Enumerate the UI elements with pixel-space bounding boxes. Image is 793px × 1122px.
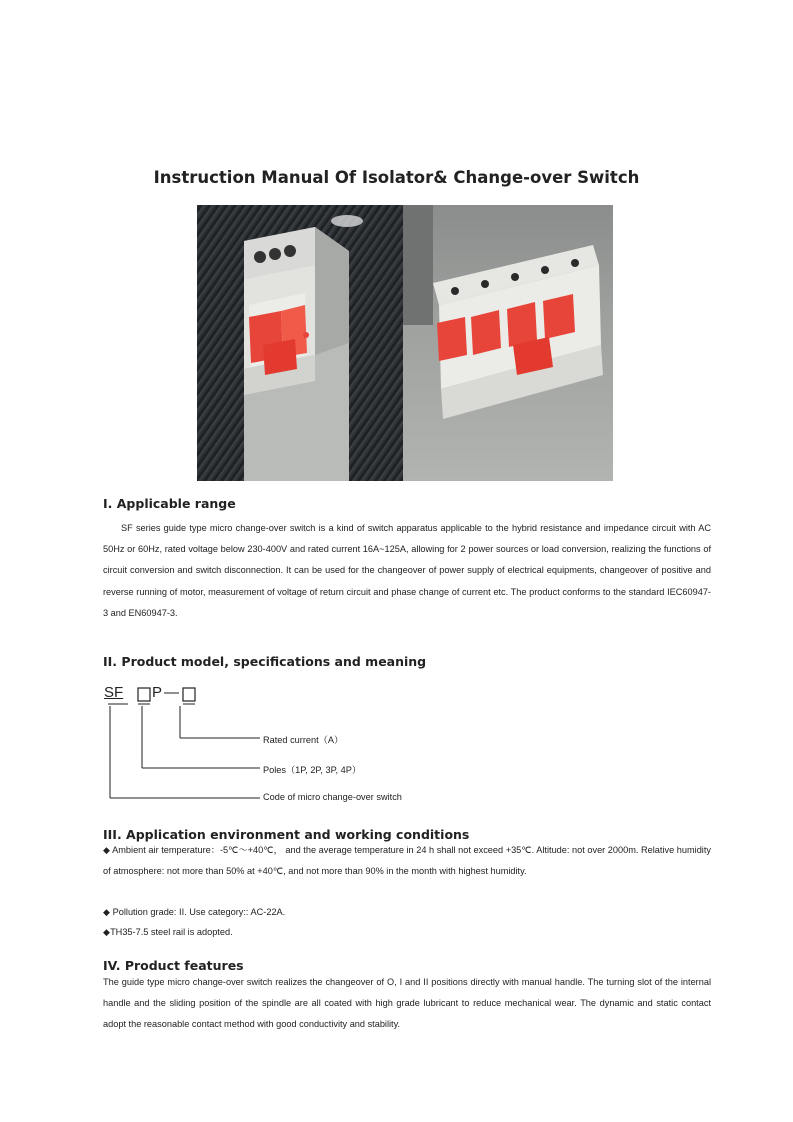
section-1-body <box>103 518 711 624</box>
section-4-body: The guide type micro change-over switch realizes the changeover of O, I and II positions directly with manual handle. The turning slot of the internal handle and the sliding position of the spindle are all coated with high grade lubricant to reduce mechanical wear. The dynamic and static contact adopt the reasonable contact method with good conductivity and stability. <box>103 977 711 1030</box>
product-photos <box>197 205 613 481</box>
code-dash: — <box>164 684 179 701</box>
photo-4p-switch <box>403 205 613 481</box>
section-1-heading: I. Applicable range <box>103 496 236 511</box>
section-2-heading: II. Product model, specifications and meaning <box>103 654 427 669</box>
switch-4p-image <box>403 205 613 481</box>
code-prefix: SF <box>104 684 124 701</box>
switch-2p-image <box>197 205 403 481</box>
code-p: P <box>152 684 163 701</box>
condition-item-pollution: ◆ Pollution grade: II. Use category:: AC-22A. <box>103 907 286 917</box>
photo-2p-switch <box>197 205 403 481</box>
section-4-heading: IV. Product features <box>103 958 244 973</box>
section-1-text: SF series guide type micro change-over switch is a kind of switch apparatus applicable to the hybrid resistance and impedance circuit with AC 50Hz or 60Hz, rated voltage below 230-400V and rated current 16A~125A, allowing for 2 power sources or load conversion, realizing the functions of circuit conversion and switch disconnection. It can be used for the changeover of power supply of electrical equipments, changeover of positive and reverse running of motor, measurement of voltage of return circuit and phase change of current etc. The product conforms to the standard IEC60947-3 and EN60947-3. <box>103 523 711 618</box>
label-code: Code of micro change-over switch <box>263 792 402 802</box>
model-code-diagram <box>100 684 500 814</box>
condition-item-temperature: ◆ Ambient air temperature：-5℃～+40℃， and the average temperature in 24 h shall not exceed +35℃. Altitude: not over 2000m. Relative humidity of atmosphere: not more than 50% at +40℃, and not more than 90% in the month with highest humidity. <box>103 845 711 877</box>
condition-item-rail: ◆TH35-7.5 steel rail is adopted. <box>103 927 233 937</box>
section-3-heading: III. Application environment and working conditions <box>103 827 470 842</box>
label-poles: Poles（1P, 2P, 3P, 4P） <box>263 765 362 775</box>
label-rated-current: Rated current（A） <box>263 735 344 745</box>
document-title: Instruction Manual Of Isolator& Change-over Switch <box>153 168 640 187</box>
